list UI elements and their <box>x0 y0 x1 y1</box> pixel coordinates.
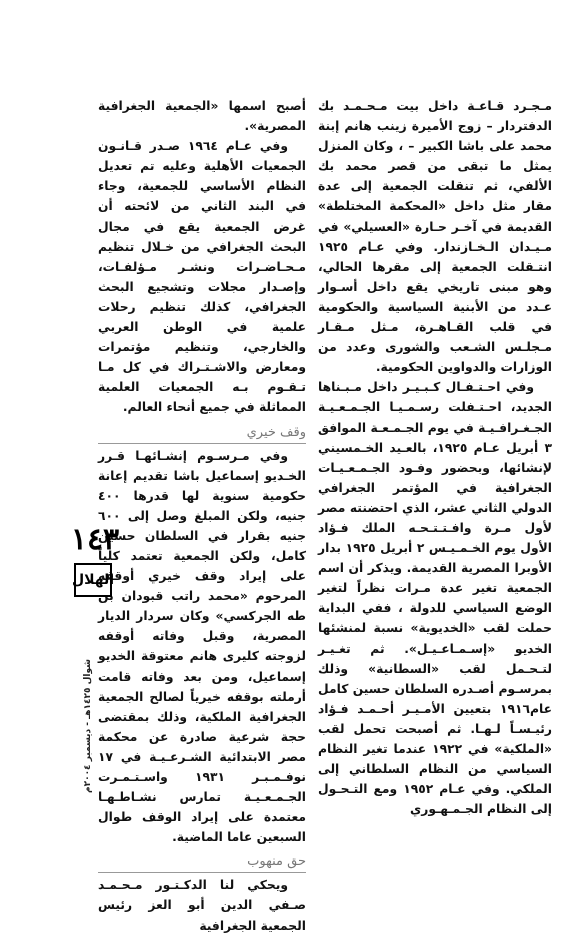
right-paragraph-2: وفي احـتـفـال كـبـيـر داخل مـبـناها الجديد، احـتـفلت رسـمـيـا الجـمـعـيـة الجـغـرافـيـة في يوم الجـمـعـة الموافق ٣ أبريل عـام ١٩٢٥، بالعـيد الخـمسيني لإنشائها، وبحضور وفـود الجـمـعـيـات الجغرافية في المؤتمر الجغرافي الدولي الثاني عشر، الذي احتضنته مصر لأول مـرة وافـتـتـحـه الملك فـؤاد الأول يوم الخـمـيـس ٢ أبريل ١٩٢٥ بدار الأوبرا المصرية القديمة. ويذكر أن اسم الجمعية تغير عدة مـرات نظراً لتغير الوضع السياسي للدولة ، ففي البداية حملت لقب «الخديوية» نسبة لمنشئها الخديو «إسـمـاعـيـل». ثم تغـيـر لتـحـمل لقب «السطانية» وذلك بمرسـوم أصـدره السلطان حسين كامل عام١٩١٦ بتعيين الأمـيـر أحـمـد فـؤاد رئيـسـاً لـهـا. ثم أصبحت تحمل لقب «الملكية» في ١٩٢٢ عندما تغير النظام السياسي من النظام السلطاني إلى الملكي. وفي عـام ١٩٥٢ ومع التـحـول إلى النظام الجـمـهـوري <box>318 380 552 817</box>
left-paragraph-1: أصبح اسمها «الجمعية الجغرافية المصرية». <box>98 99 306 134</box>
subheading-waqf: وقف خيري <box>98 424 306 444</box>
right-column <box>318 96 552 819</box>
magazine-logo: الهلال <box>74 563 112 597</box>
page-number: ١٤٣ <box>70 522 120 557</box>
right-paragraph-1: مـجـرد قـاعـة داخل بيت مـحـمـد بك الدفتردار – زوج الأميرة زينب هانم إبنة محمد على باشا الكبير – ، وكان المنزل يمثل ما تبقى من قصر محمد بك الألفي، ثم تنقلت الجمعية إلى عدة مقار مثل داخل «المحكمة المختلطة» القديمة في آخـر حـارة «العسيلي» في مـيـدان الـخـازندار. وفي عـام ١٩٢٥ انتـقلت الجمعية إلى مقرها الحالي، وهو مبنى تاريخي يقع داخل أسـوار عـدد من الأبنية السياسية والحكومية في قلب القـاهـرة، مـثل مـقـار مـجلـس الشـعب والشورى وعدد من الوزارات والدواوين الحكومية. <box>318 99 552 375</box>
left-column <box>98 96 306 936</box>
left-paragraph-3: وفي مـرسـوم إنشـائهـا قـرر الخـديو إسماعيل باشا تقديم إعانة حكومية سنوية لها قدرها ٤٠٠ جنيه، ولكن المبلغ وصل إلى ٦٠٠ جنيه بقرار في السلطان حسين كامل، ولكن الجمعية تعتمد كلياً على إيراد وقف خيري أوقفه المرحوم «محمد راتب قبودان بن طه الجركسي» وكان سردار الديار المصرية، وقبل وفاته أوقفه لزوجته كليرى هانم معتوقة الخديو إسماعيل، ومن بعد وفاته قامت أرملته بوقفه خيرياً لصالح الجمعية الجغرافية الملكية، وذلك بمقتضى حجة شرعية صادرة عن محكمة مصر الابتدائية الشـرعـيـة في ١٧ نوفـمـبـر ١٩٣١ واسـتـمـرت الجـمـعـيـة تمارس نشـاطـهـا معتمدة على إيراد الوقف طوال السبعين عاما الماضية. <box>98 448 306 845</box>
left-paragraph-2: وفي عـام ١٩٦٤ صـدر قـانـون الجمعيات الأهلية وعليه تم تعديل النظام الأساسي للجمعية، وجاء في البند الثاني من لائحته أن غرض الجمعية يقع في مجال البحث الجغرافي من خـلال تنظيم مـحـاضـرات ونشـر مـؤلفـات، وإصـدار مجلات وتشجيع البحث الجغرافي، كذلك تنظيم رحلات علمية في الوطن العربي والخارجي، وتنظيم مؤتمرات ومعارض والاشـتـراك في كل مـا تـقـوم بـه الجمعيات العلمية المماثلة في جميع أنحاء العالم. <box>98 139 306 415</box>
subheading-stolen-right: حق منهوب <box>98 853 306 873</box>
left-paragraph-4: ويحكي لنا الدكـتـور مـحـمـد صـفي الدين أبو العز رئيس الجمعية الجغرافية <box>98 878 306 933</box>
issue-date: شوال ١٤٢٥هـ - ديسمبر ٢٠٠٤م <box>83 659 93 794</box>
